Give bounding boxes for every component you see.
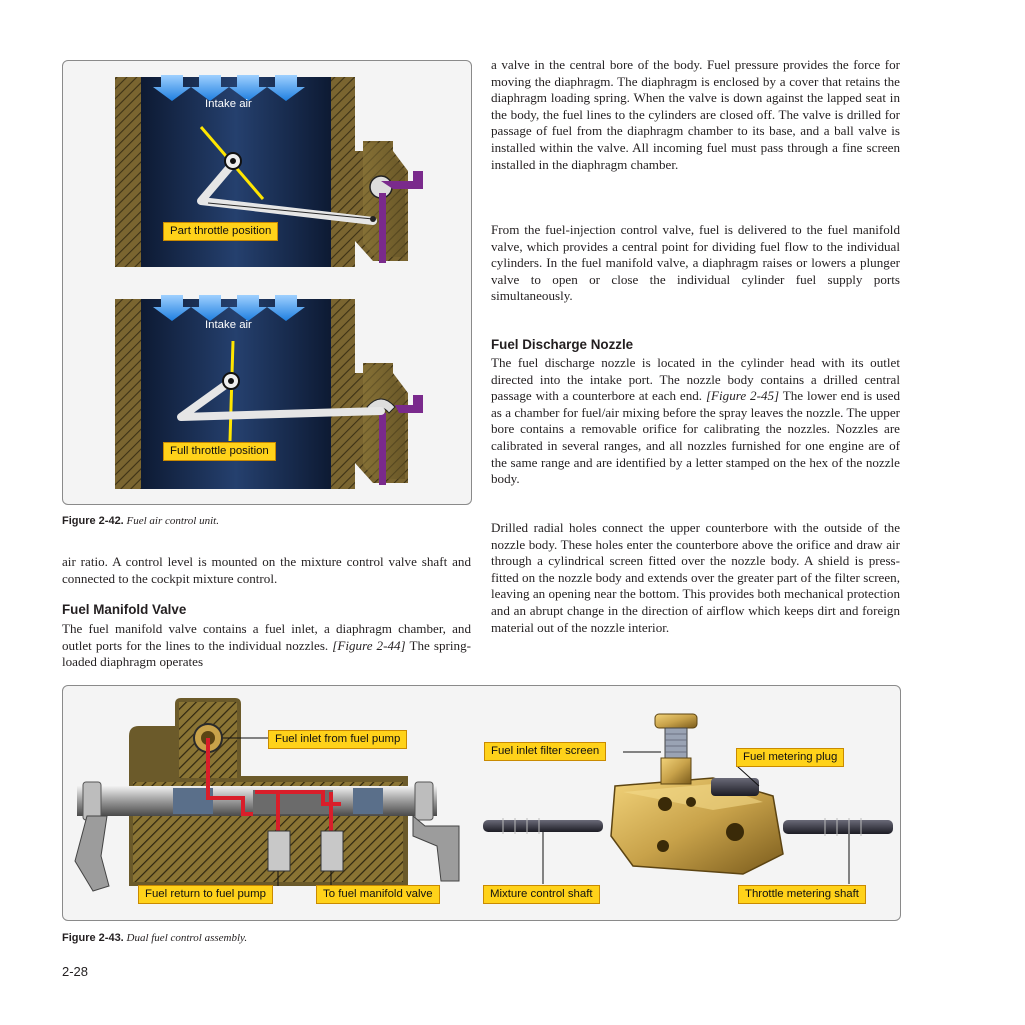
right-para-fuel-delivery: From the fuel-injection control valve, fuel is delivered to the fuel manifold valve, which provides a central point for dividing fuel flow to the individual cylinders. In the fuel manifold valve, a diaphragm raises or lowers a plunger valve to open or close the individual cylinder fuel supply ports simultaneously.: [491, 222, 900, 304]
fuel-air-control-illustration: [63, 61, 471, 504]
callout-metering-plug: Fuel metering plug: [736, 748, 844, 767]
cutaway-control-assembly: [75, 698, 459, 891]
part-throttle-callout: Part throttle position: [163, 222, 278, 241]
manifold-para-part-b: The spring-loaded diaphragm operates: [62, 637, 471, 670]
callout-to-manifold: To fuel manifold valve: [316, 885, 440, 904]
callout-fuel-return: Fuel return to fuel pump: [138, 885, 273, 904]
callout-mixture-shaft: Mixture control shaft: [483, 885, 600, 904]
page-number: 2-28: [62, 964, 89, 979]
figure-2-43-caption: [62, 932, 247, 944]
callout-throttle-shaft: Throttle metering shaft: [738, 885, 866, 904]
figure-2-43-caption-text: Dual fuel control assembly.: [126, 932, 248, 944]
figure-2-42-box: [62, 60, 472, 505]
nozzle-para-part-b: The lower end is used as a chamber for fuel/air mixing before the spray leaves the nozzle. The upper bore contains a removable orifice for calibrating the nozzles. Nozzles are calibrated in several ranges, and all nozzles furnished for one engine are of the same range and are identified by a letter stamped on the hex of the nozzle body.: [491, 388, 900, 487]
figure-2-43-caption-label: Figure 2-43.: [62, 932, 124, 944]
right-para-radial-holes: Drilled radial holes connect the upper counterbore with the outside of the nozzle body. These holes enter the counterbore above the orifice and draw air through a cylindrical screen fitted over the nozzle body. A shield is press-fitted on the nozzle body and extends over the greater part of the filter screen, leaving an opening near the bottom. This provides both mechanical protection and an abrupt change in the direction of airflow which keeps dirt and foreign material out of the nozzle interior.: [491, 520, 900, 635]
right-para-discharge-nozzle: [491, 355, 900, 488]
left-para-air-ratio: air ratio. A control level is mounted on the mixture control valve shaft and connected to the cockpit mixture control.: [62, 554, 471, 586]
heading-fuel-manifold-valve: Fuel Manifold Valve: [62, 602, 187, 617]
figure-2-45-reference: [Figure 2-45]: [705, 388, 780, 404]
left-para-manifold-valve: [62, 621, 471, 671]
figure-2-43-box: [62, 685, 901, 921]
manifold-para-part-a: The fuel manifold valve contains a fuel inlet, a diaphragm chamber, and outlet ports for the lines to the individual nozzles.: [62, 621, 471, 653]
callout-fuel-inlet: Fuel inlet from fuel pump: [268, 730, 407, 749]
figure-2-42-caption: [62, 515, 219, 527]
full-throttle-callout: Full throttle position: [163, 442, 276, 461]
heading-fuel-discharge-nozzle: Fuel Discharge Nozzle: [491, 337, 634, 352]
figure-2-42-caption-text: Fuel air control unit.: [126, 515, 219, 527]
figure-2-44-reference: [Figure 2-44]: [332, 637, 406, 653]
nozzle-para-part-a: The fuel discharge nozzle is located in the cylinder head with its outlet directed into the intake port. The nozzle body contains a drilled central passage with a counterbore at each end.: [491, 355, 900, 404]
right-para-valve-bore: a valve in the central bore of the body. Fuel pressure provides the force for moving the diaphragm. The diaphragm is enclosed by a cover that retains the diaphragm loading spring. When the valve is down against the lapped seat in the body, the fuel lines to the cylinders are closed off. The valve is drilled for passage of fuel from the diaphragm chamber to its base, and a ball valve is installed within the valve. All incoming fuel must pass through a fine screen installed in the diaphragm chamber.: [491, 57, 900, 172]
figure-2-42-caption-label: Figure 2-42.: [62, 515, 124, 527]
bottom-intake-air-label: Intake air: [205, 319, 252, 331]
external-control-assembly: [483, 714, 893, 884]
callout-filter-screen: Fuel inlet filter screen: [484, 742, 606, 761]
top-intake-air-label: Intake air: [205, 98, 252, 110]
